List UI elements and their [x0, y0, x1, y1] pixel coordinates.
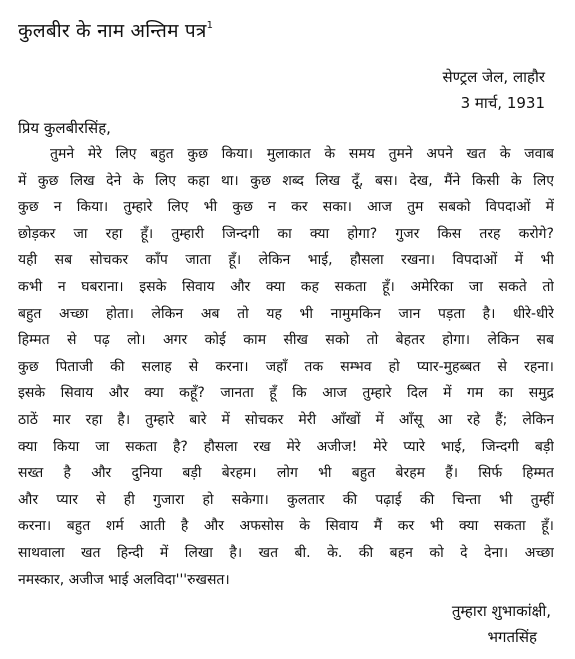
letter-title-text: कुलबीर के नाम अन्तिम पत्र — [18, 20, 207, 42]
letter-body — [18, 141, 554, 593]
body-line: साथवाला खत हिन्दी में लिखा है। खत बी. के. की बहन को दे देना। अच्छा — [18, 544, 554, 561]
body-line: ठाठें मार रहा है। तुम्हारे बारे में सोचकर मेरी आँखों में आँसू आ रहे हैं; लेकिन — [18, 411, 554, 428]
body-line: कुछ पिताजी की सलाह से करना। जहाँ तक सम्भव हो प्यार-मुहब्बत से रहना। — [18, 358, 554, 375]
body-line: बहुत अच्छा होता। लेकिन अब तो यह भी नामुमकिन जान पड़ता है। धीरे-धीरे — [18, 305, 554, 322]
letter-signature: भगतसिंह — [487, 628, 537, 646]
body-line: सख्त है और दुनिया बड़ी बेरहम। लोग भी बहुत बेरहम हैं। सिर्फ हिम्मत — [18, 465, 554, 482]
body-line: कुछ न किया। तुम्हारे लिए भी कुछ न कर सका। आज तुम सबको विपदाओं में — [18, 199, 554, 216]
body-line: और प्यार से ही गुजारा हो सकेगा। कुलतार की पढ़ाई की चिन्ता भी तुम्हीं — [18, 491, 554, 508]
body-line: हिम्मत से पढ़ लो। अगर कोई काम सीख सको तो बेहतर होगा। लेकिन सब — [18, 332, 554, 349]
body-line: में कुछ लिख देने के लिए कहा था। कुछ शब्द लिख दूँ, बस। देख, मैंने किसी के लिए — [18, 172, 554, 189]
body-line: कभी न घबराना। इसके सिवाय और क्या कह सकता हूँ। अमेरिका जा सकते तो — [18, 278, 554, 295]
body-line: इसके सिवाय और क्या कहूँ? जानता हूँ कि आज तुम्हारे दिल में गम का समुद्र — [18, 385, 554, 402]
body-line: क्या किया जा सकता है? हौसला रख मेरे अजीज! मेरे प्यारे भाई, जिन्दगी बड़ी — [18, 438, 554, 455]
body-line: नमस्कार, अजीज भाई अलविदा'''रुखसत। — [18, 571, 230, 588]
letter-salutation: प्रिय कुलबीरसिंह, — [18, 119, 111, 137]
body-line: यही सब सोचकर काँप जाता हूँ। लेकिन भाई, हौसला रखना। विपदाओं में भी — [18, 252, 554, 269]
body-line: करना। बहुत शर्म आती है और अफसोस के सिवाय मैं कर भी क्या सकता हूँ। — [18, 518, 554, 535]
letter-place: सेण्ट्रल जेल, लाहौर — [442, 68, 545, 86]
title-footnote-marker: 1 — [206, 20, 214, 31]
letter-title — [18, 12, 213, 45]
letter-closing: तुम्हारा शुभाकांक्षी, — [451, 602, 551, 620]
body-line: तुमने मेरे लिए बहुत कुछ किया। मुलाकात के समय तुमने अपने खत के जवाब — [50, 146, 554, 162]
body-line: छोड़कर जा रहा हूँ। तुम्हारी जिन्दगी का क्या होगा? गुजर किस तरह करोगे? — [18, 225, 554, 242]
letter-date: 3 मार्च, 1931 — [460, 94, 545, 112]
